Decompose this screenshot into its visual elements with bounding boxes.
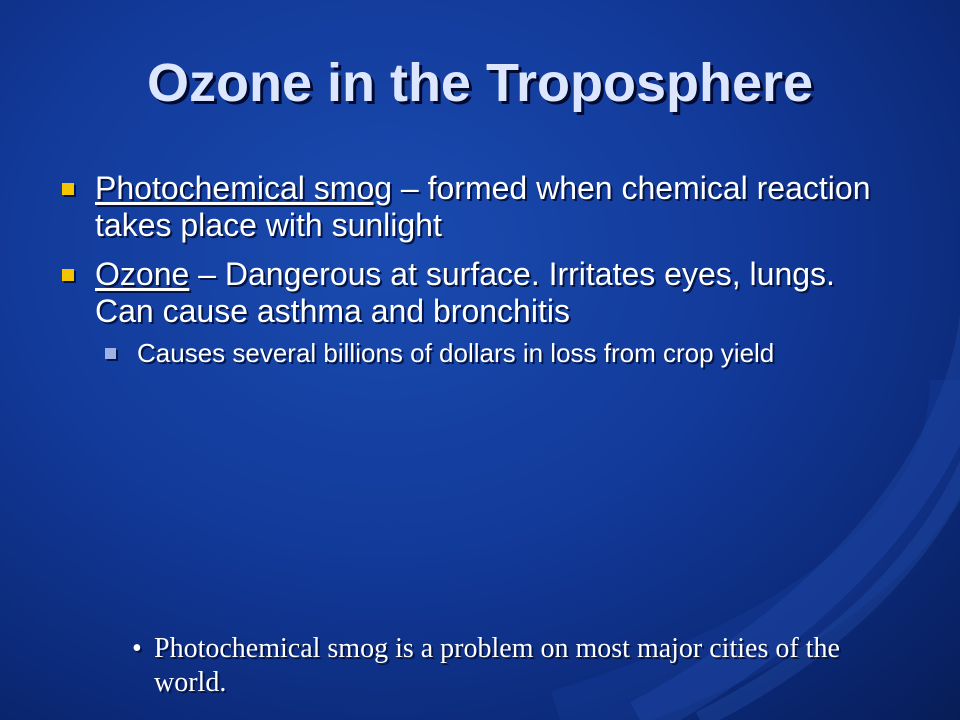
- bullet-text: – formed when chemical reaction takes place with sunlight: [95, 170, 871, 243]
- sub-bullet-text: Causes several billions of dollars in loss from crop yield: [137, 338, 775, 368]
- bullet-term: Ozone: [95, 256, 190, 292]
- sub-bullet-crop-loss: [105, 338, 902, 368]
- bullet-photochemical-smog: [62, 170, 902, 244]
- bullet-term: Photochemical smog: [95, 170, 393, 206]
- bullet-text: – Dangerous at surface. Irritates eyes, lungs. Can cause asthma and bronchitis: [95, 256, 835, 329]
- footnote-bullet-icon: •: [132, 633, 142, 664]
- footnote-text: Photochemical smog is a problem on most major cities of the world.: [154, 633, 840, 698]
- bullet-square-icon: [62, 183, 74, 195]
- footnote: [132, 632, 844, 700]
- bullet-ozone: [62, 256, 902, 330]
- bullet-square-icon: [62, 269, 74, 281]
- sub-bullet-square-icon: [105, 348, 116, 359]
- slide-title: Ozone in the Troposphere: [146, 53, 814, 113]
- bullet-list: [62, 170, 902, 368]
